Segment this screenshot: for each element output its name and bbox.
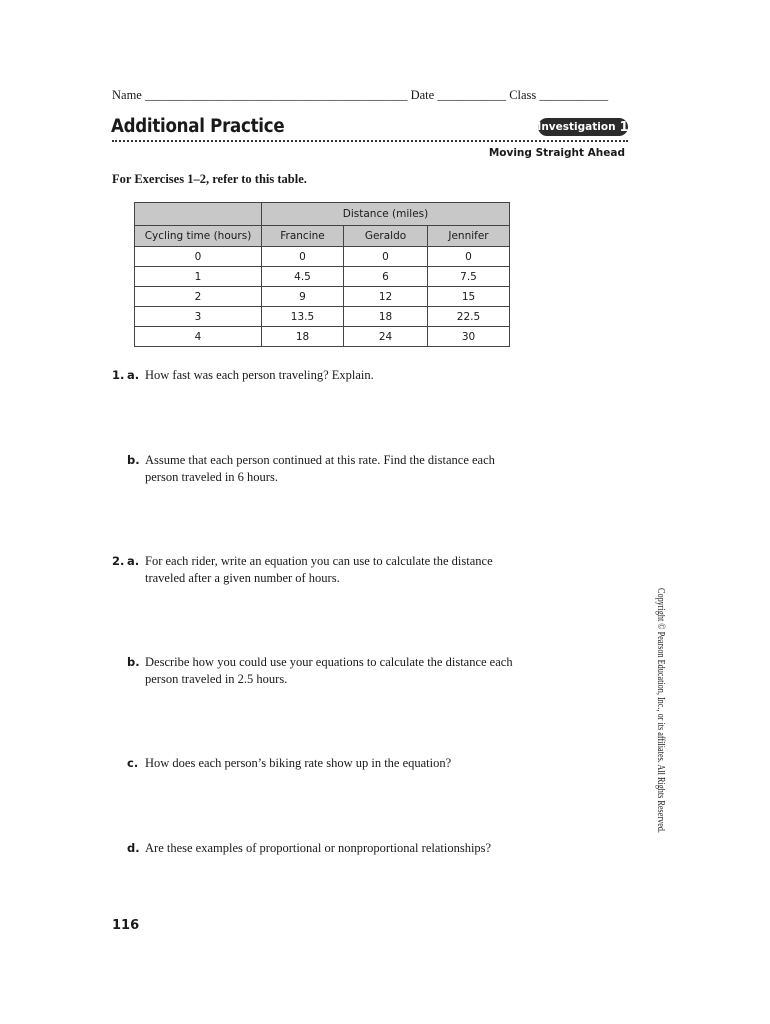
name-date-class-line: Name __________________________________________ Date ___________ Class ___________ [112,88,609,102]
question-2b-label-wrap [127,654,140,671]
page-title: Additional Practice [111,116,285,137]
table-cell: 3 [135,307,262,327]
table-cell: 2 [135,287,262,307]
table-row [135,287,510,307]
question-1b-text: Assume that each person continued at this rate. Find the distance each person traveled in 6 hours. [145,453,495,484]
table-cell: 1 [135,267,262,287]
table-corner-cell [135,203,262,226]
part-label: a. [127,554,140,568]
table-row [135,327,510,347]
table-cell: 0 [262,247,344,267]
column-header: Francine [262,226,344,247]
table-cell: 30 [428,327,510,347]
table-cell: 0 [135,247,262,267]
question-1a-text: How fast was each person traveling? Explain. [145,368,374,382]
question-2a [112,553,124,570]
table-cell: 24 [344,327,428,347]
question-2d-label-wrap [127,840,140,857]
copyright-text: Copyright © Pearson Education, Inc., or its affiliates. All Rights Reserved. [655,588,666,833]
question-2d-text: Are these examples of proportional or nonproportional relationships? [145,841,492,855]
table-cell: 22.5 [428,307,510,327]
table-row [135,307,510,327]
table-cell: 15 [428,287,510,307]
distance-table [134,202,510,347]
table-group-header: Distance (miles) [262,203,510,226]
table-row [135,247,510,267]
question-number: 1. [112,368,125,382]
question-2a-label-wrap [127,553,139,570]
investigation-badge [538,118,628,136]
unit-name: Moving Straight Ahead [488,147,625,159]
table-cell: 6 [344,267,428,287]
table-cell: 4.5 [262,267,344,287]
table-cell: 0 [344,247,428,267]
question-1a-label-wrap [127,367,139,384]
part-label: d. [127,841,140,855]
part-label: b. [127,655,140,669]
part-label: b. [127,453,140,467]
question-2c-text: How does each person’s biking rate show up in the equation? [145,756,452,770]
question-2c-label-wrap [127,755,138,772]
table-cell: 13.5 [262,307,344,327]
table-cell: 12 [344,287,428,307]
table-cell: 7.5 [428,267,510,287]
investigation-number: 1 [619,119,629,135]
copyright-notice [652,588,672,833]
question-2a-text: For each rider, write an equation you can use to calculate the distance traveled after a given number of hours. [145,554,493,585]
investigation-label: Investigation [537,121,616,133]
table-row [135,267,510,287]
dotted-divider [112,140,628,142]
question-2b-text: Describe how you could use your equations to calculate the distance each person traveled in 2.5 hours. [145,655,513,686]
column-header: Jennifer [428,226,510,247]
table-cell: 18 [344,307,428,327]
part-label: c. [127,756,139,770]
question-1b-label-wrap [127,452,140,469]
question-number: 2. [112,554,125,568]
table-cell: 0 [428,247,510,267]
table-cell: 9 [262,287,344,307]
page-number: 116 [112,918,140,933]
part-label: a. [127,368,140,382]
column-header: Cycling time (hours) [135,226,262,247]
instructions: For Exercises 1–2, refer to this table. [112,172,307,186]
table-cell: 4 [135,327,262,347]
table-cell: 18 [262,327,344,347]
column-header: Geraldo [344,226,428,247]
question-1a [112,367,124,384]
